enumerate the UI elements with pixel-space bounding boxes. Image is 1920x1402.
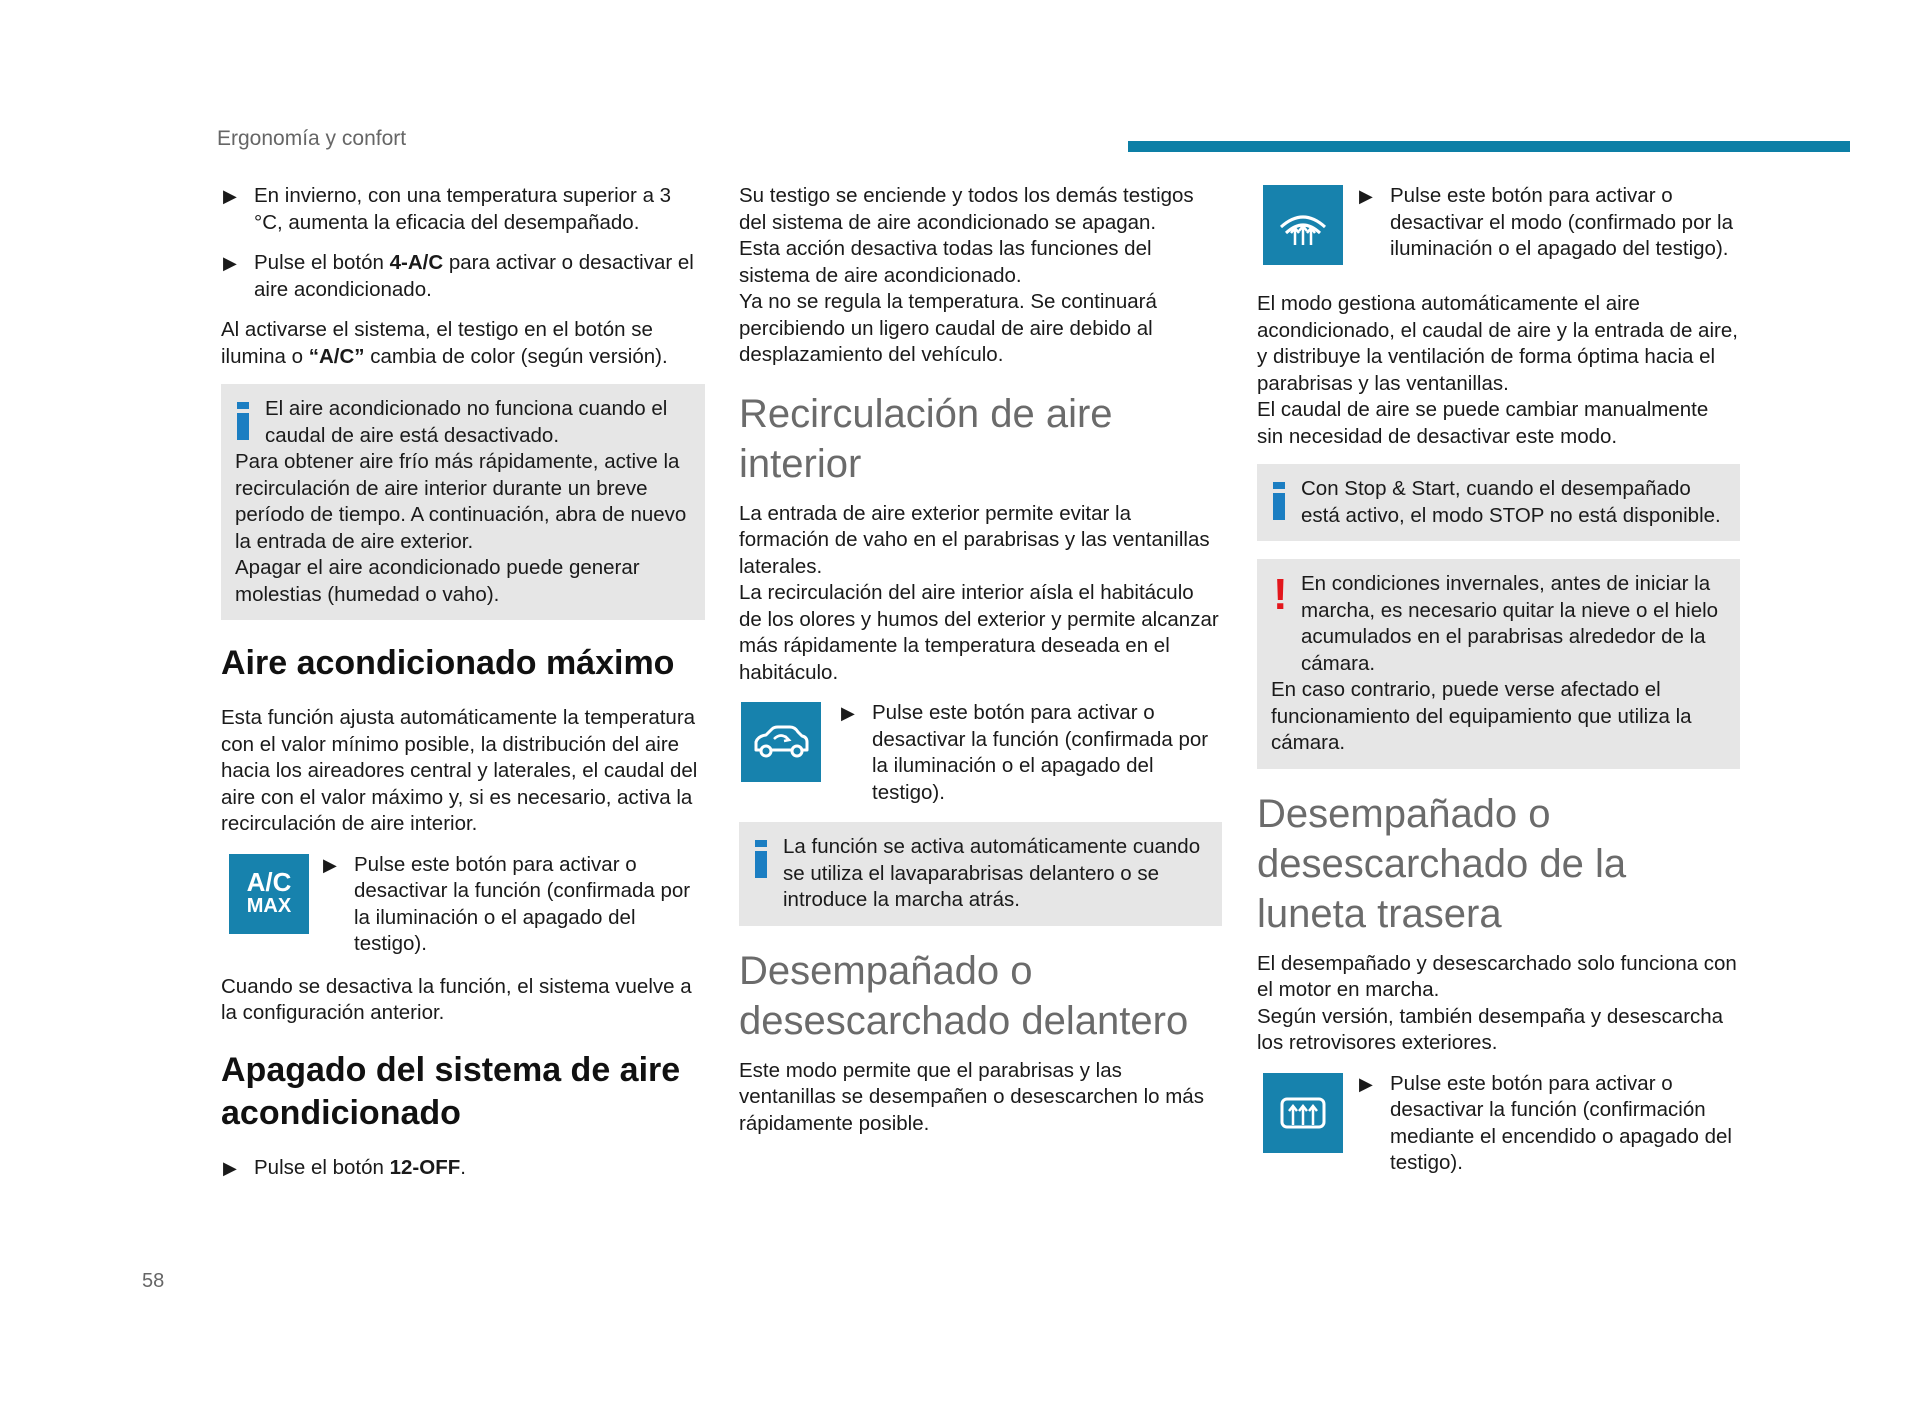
heading-ac-max: Aire acondicionado máximo xyxy=(221,644,675,682)
ac-max-row: A/C MAX ▶ Pulse este botón para activar o desactivar la función (confirmada por la iluminación o el apagado del testigo). xyxy=(221,852,705,958)
bullet-arrow-icon: ▶ xyxy=(223,253,237,273)
bullet-arrow-icon: ▶ xyxy=(1359,186,1373,206)
ac-max-description: Esta función ajusta automáticamente la temperatura con el valor mínimo posible, la distribución del aire hacia los aireadores central y laterales, el caudal del aire con el valor máximo y, si es necesario, activa la recirculación de aire interior. xyxy=(221,706,698,835)
info-icon xyxy=(755,840,767,878)
bullet-arrow-icon: ▶ xyxy=(841,703,855,723)
recirculation-button-icon xyxy=(741,702,821,782)
info-note-recirculation: La función se activa automáticamente cuando se utiliza el lavaparabrisas delantero o se introduce la marcha atrás. xyxy=(739,822,1222,926)
page-number: 58 xyxy=(142,1270,165,1292)
column-3 xyxy=(1257,183,1740,1193)
front-demist-button-icon xyxy=(1263,185,1343,265)
heading-recirculation: Recirculación de aire interior xyxy=(739,391,1113,486)
ac-off-paragraphs: Su testigo se enciende y todos los demás testigos del sistema de aire acondicionado se apagan. Esta acción desactiva todas las funciones del sistema de aire acondicionado. Ya no se regula la temperatura. Se continuará percibiendo un ligero caudal de aire debido al desplazamiento del vehículo. xyxy=(739,184,1194,366)
column-2 xyxy=(739,183,1222,1151)
warning-icon: ! xyxy=(1273,570,1288,619)
heading-front-demist: Desempañado o desescarchado delantero xyxy=(739,948,1189,1043)
bullet-arrow-icon: ▶ xyxy=(1359,1073,1373,1094)
info-icon xyxy=(1273,482,1285,520)
ac-activation-text: Al activarse el sistema, el testigo en el botón se ilumina o “A/C” cambia de color (según versión). xyxy=(221,318,668,368)
bullet-arrow-icon: ▶ xyxy=(223,186,237,206)
front-demist-mode-text: El modo gestiona automáticamente el aire acondicionado, el caudal de aire y la entrada de aire, y distribuye la ventilación de forma óptima hacia el parabrisas y las ventanillas. El caudal de aire se puede cambiar manualmente sin necesidad de desactivar este modo. xyxy=(1257,292,1738,448)
recirculation-text: La entrada de aire exterior permite evitar la formación de vaho en el parabrisas y las ventanillas laterales. La recirculación del aire interior aísla el habitáculo de los olores y humos del exterior y permite alcanzar más rápidamente la temperatura deseada en el habitáculo. xyxy=(739,501,1219,684)
front-demist-row: ▶ Pulse este botón para activar o desactivar el modo (confirmado por la iluminación o el apagado del testigo). xyxy=(1257,183,1740,275)
rear-demist-button-icon xyxy=(1263,1073,1343,1153)
front-demist-text: Este modo permite que el parabrisas y las ventanillas se desempañen o desescarchen lo más rápidamente posible. xyxy=(739,1058,1204,1135)
ac-max-button-icon: A/C MAX xyxy=(229,854,309,934)
rear-demist-row: ▶ Pulse este botón para activar o desactivar la función (confirmación mediante el encendido o apagado del testigo). xyxy=(1257,1071,1740,1177)
bullet-arrow-icon: ▶ xyxy=(223,1157,237,1178)
recirculation-row: ▶ Pulse este botón para activar o desactivar la función (confirmada por la iluminación o el apagado del testigo). xyxy=(739,700,1222,806)
info-note-ac: El aire acondicionado no funciona cuando el caudal de aire está desactivado. Para obtener aire frío más rápidamente, active la recirculación de aire interior durante un breve período de tiempo. A continuación, abra de nuevo la entrada de aire exterior. Apagar el aire acondicionado puede generar molestias (humedad o vaho). xyxy=(221,384,705,620)
heading-rear-demist: Desempañado o desescarchado de la luneta trasera xyxy=(1257,791,1627,936)
bullet-winter: ▶ En invierno, con una temperatura superior a 3 °C, aumenta la eficacia del desempañado. xyxy=(223,184,672,234)
bullet-off-button: ▶ Pulse el botón 12-OFF. xyxy=(221,1155,705,1182)
warning-note-camera: ! En condiciones invernales, antes de iniciar la marcha, es necesario quitar la nieve o el hielo acumulados en el parabrisas alrededor de la cámara. En caso contrario, puede verse afectado el funcionamiento del equipamiento que utiliza la cámara. xyxy=(1257,559,1740,769)
info-icon xyxy=(237,402,249,440)
section-title: Ergonomía y confort xyxy=(217,127,407,150)
rear-demist-text: El desempañado y desescarchado solo funciona con el motor en marcha. Según versión, también desempaña y desescarcha los retrovisores exteriores. xyxy=(1257,951,1737,1054)
accent-bar xyxy=(1128,141,1850,152)
info-note-stop-start: Con Stop & Start, cuando el desempañado está activo, el modo STOP no está disponible. xyxy=(1257,464,1740,541)
column-1 xyxy=(221,183,705,1195)
heading-ac-off: Apagado del sistema de aire acondicionado xyxy=(221,1050,681,1132)
bullet-arrow-icon: ▶ xyxy=(323,854,337,875)
ac-max-after-text: Cuando se desactiva la función, el sistema vuelve a la configuración anterior. xyxy=(221,974,692,1024)
bullet-ac-button: ▶ Pulse el botón 4-A/C para activar o desactivar el aire acondicionado. xyxy=(223,251,694,301)
